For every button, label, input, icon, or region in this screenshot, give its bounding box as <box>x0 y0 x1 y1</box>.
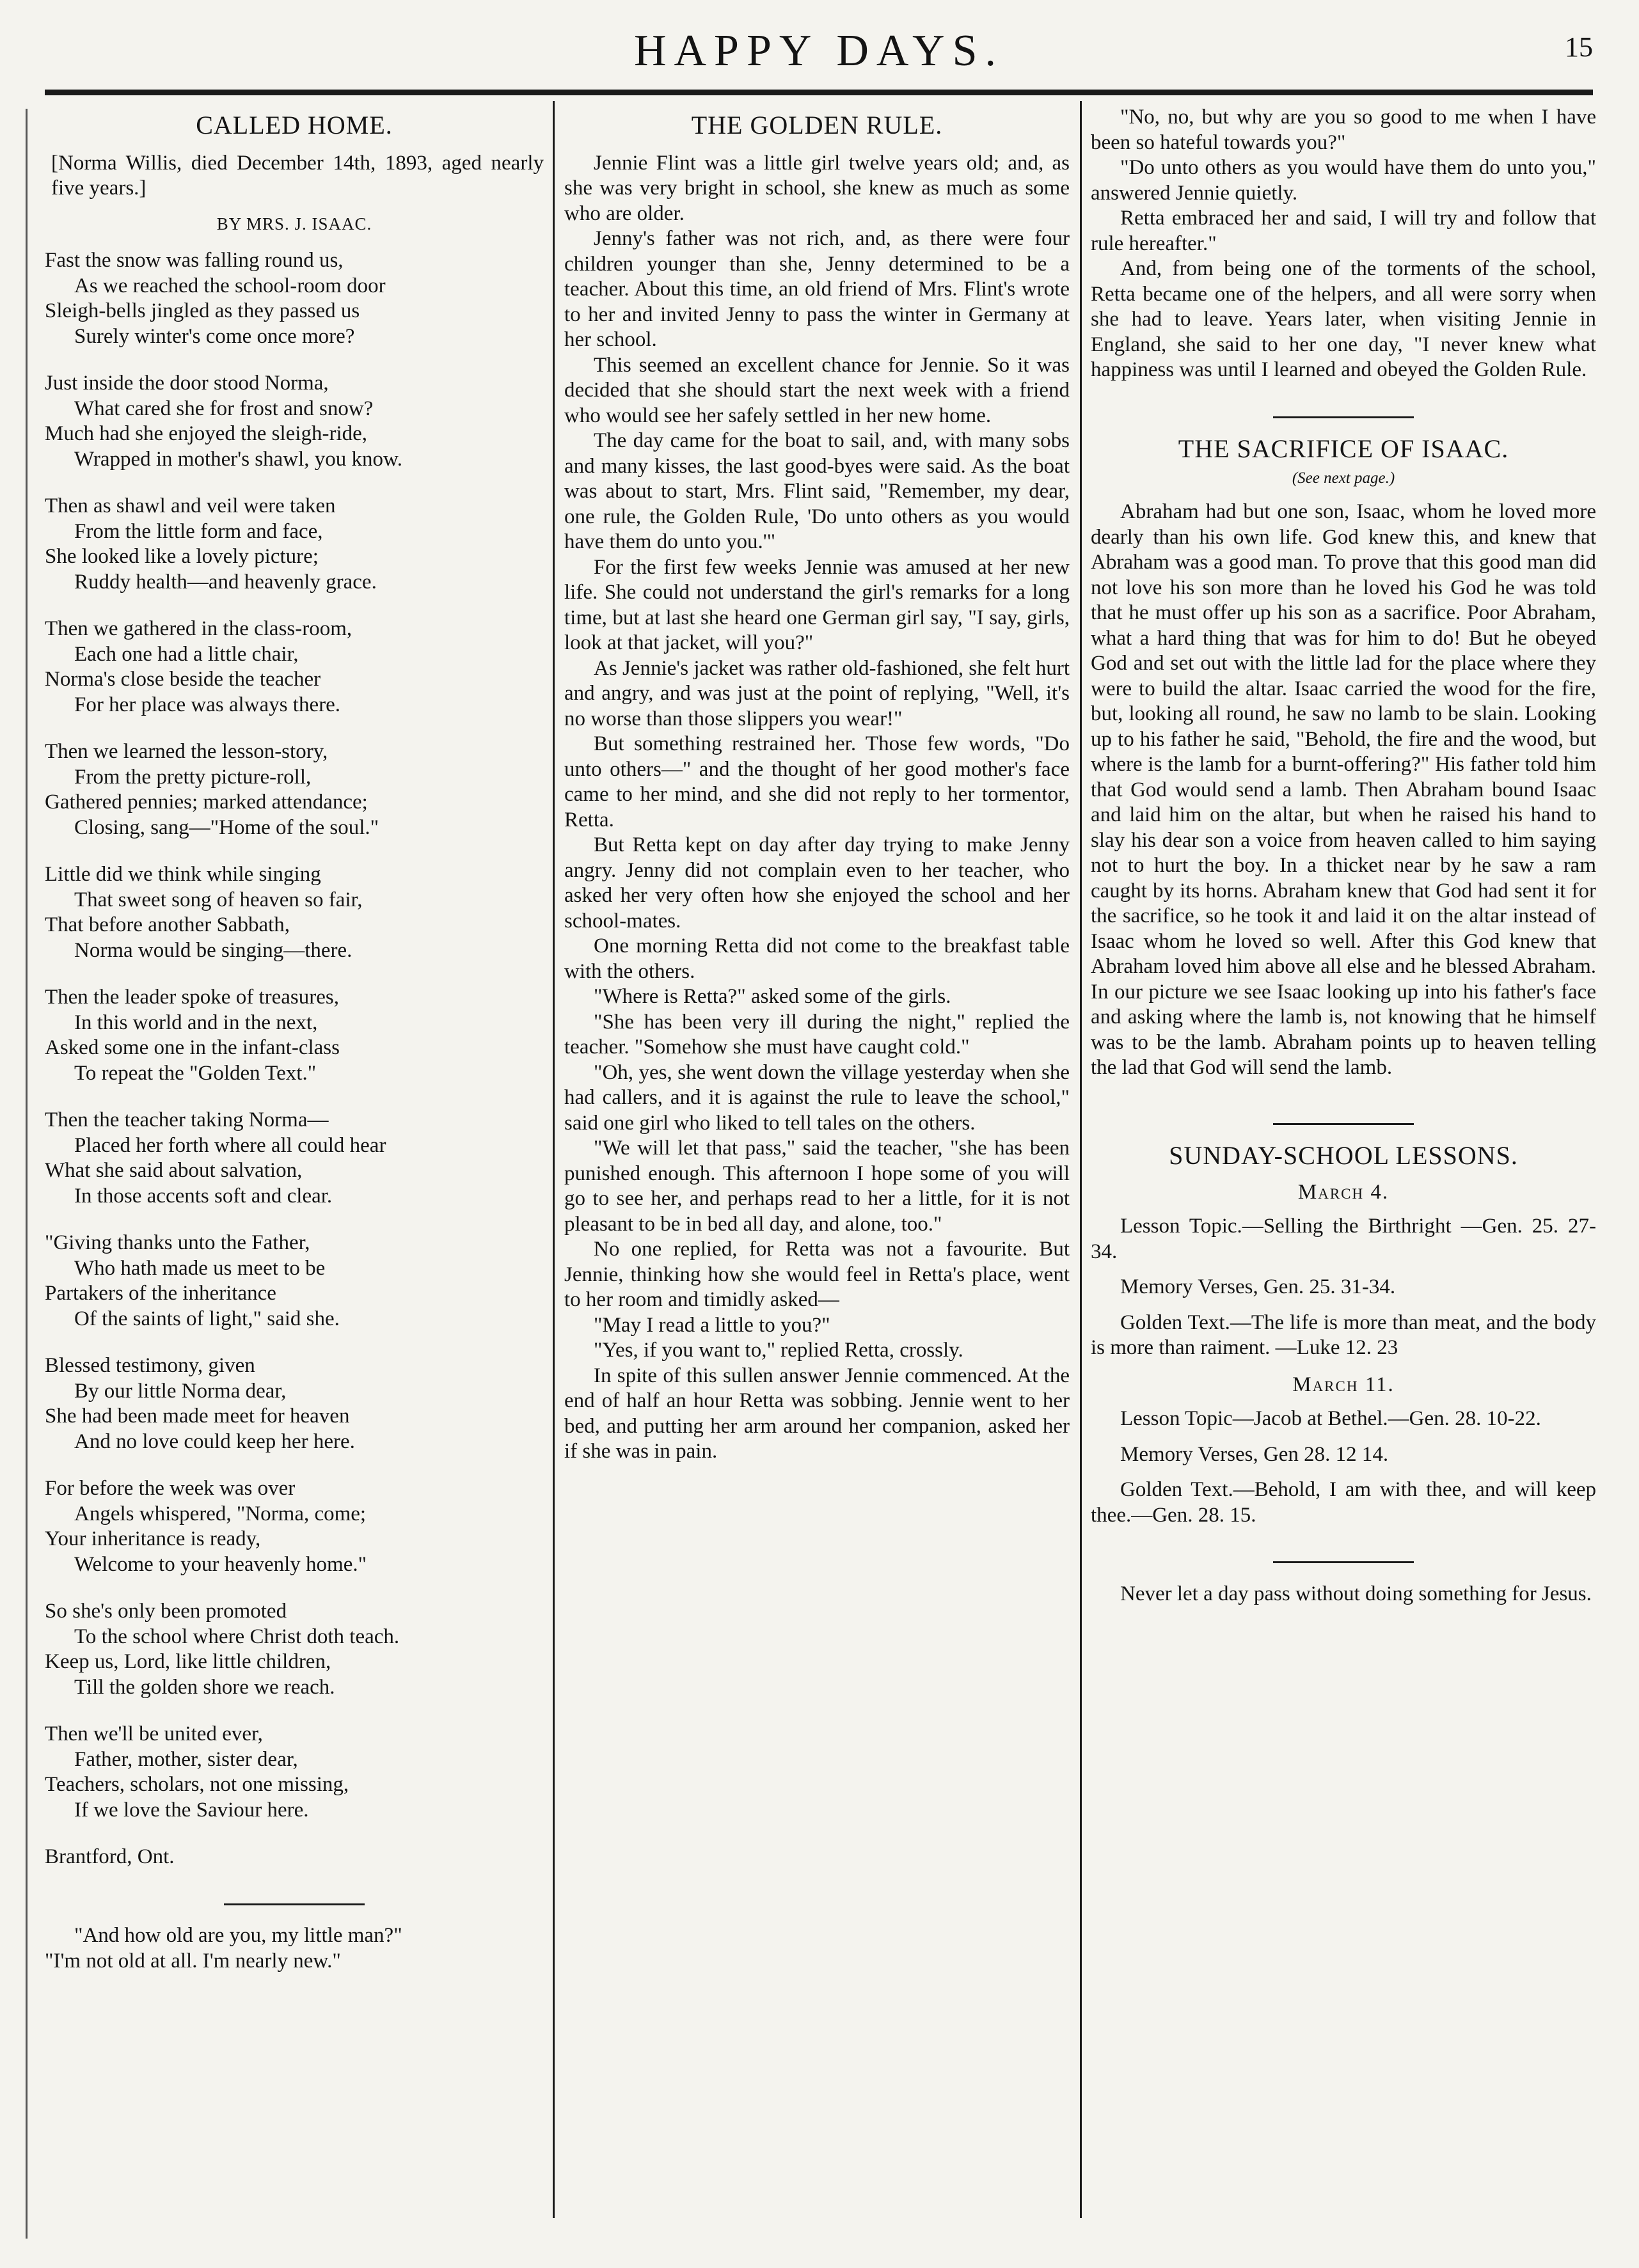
story-paragraph: "Oh, yes, she went down the village yesterday when she had callers, and it is against the rule to leave the school," said one girl who liked to tell tales on the others. <box>564 1060 1070 1135</box>
story-paragraph: And, from being one of the torments of the school, Retta became one of the helpers, and all were sorry when she had to leave. Years later, when visiting Jennie in England, she said to her one day, "I never knew what happiness was until I learned and obeyed the Golden Rule. <box>1091 257 1596 381</box>
poem-line: Keep us, Lord, like little children, <box>45 1650 331 1673</box>
masthead <box>45 26 1593 90</box>
poem-line: Father, mother, sister dear, <box>74 1747 298 1771</box>
lesson-golden: Golden Text.—The life is more than meat, and the body is more than raiment. —Luke 12. 23 <box>1091 1311 1596 1359</box>
poem-line: To repeat the "Golden Text." <box>74 1061 317 1085</box>
poem-stanza <box>45 371 544 472</box>
poem-stanza <box>45 617 544 718</box>
story-paragraph: As Jennie's jacket was rather old-fashioned, she felt hurt and angry, and was just at the point of replying, "Well, it's no worse than those slippers you wear!" <box>564 656 1070 730</box>
story-paragraph: In spite of this sullen answer Jennie commenced. At the end of half an hour Retta was sobbing. Jennie went to her bed, and putting her arm around her companion, asked her if she was in pain. <box>564 1364 1070 1463</box>
poem-stanza <box>45 1353 544 1454</box>
story-paragraph: For the first few weeks Jennie was amused at her new life. She could not understand the girl's remarks for a long time, but at last she heard one German girl say, "I say, girls, look at that jacket, will you?" <box>564 555 1070 654</box>
sacrifice-body: Abraham had but one son, Isaac, whom he loved more dearly than his own life. God knew this, and knew that Abraham was a good man. To prove that this good man did not love his son more than he loved his God he was told that he must offer up his son as a sacrifice. Poor Abraham, what a hard thing that was for him to do! But he obeyed God and set out with the little lad for the place where they were to build the altar. Isaac carried the wood for the fire, but, looking all round, he saw no lamb to be slain. Looking up to his father he said, "Behold, the fire and the wood, but where is the lamb for a burnt-offering?" His father told him that God would send a lamb. Then Abraham bound Isaac and laid him on the altar, but when he raised his hand to slay his dear son a voice from heaven called to him saying not to hurt the boy. In a thicket near by he saw a ram caught by its horns. Abraham knew that God had sent it for the sacrifice, so he took it and laid it on the altar instead of Isaac whom he loved so well. After this God knew that Abraham loved him above all else and he blessed Abraham. In our picture we see Isaac looking up into his father's face and asking where the lamb is, not knowing that he himself was to be the lamb. Abraham points up to heaven telling the lad that God will send the lamb. <box>1091 500 1596 1079</box>
poem-stanza <box>45 1231 544 1332</box>
story-paragraph: One morning Retta did not come to the breakfast table with the others. <box>564 934 1070 983</box>
poem-line: Angels whispered, "Norma, come; <box>74 1502 367 1525</box>
poem-line: Little did we think while singing <box>45 863 321 886</box>
poem-line: Then as shawl and veil were taken <box>45 494 336 517</box>
story-continued <box>1091 105 1596 383</box>
poem-line: Then the teacher taking Norma— <box>45 1108 329 1131</box>
lesson-topic: Lesson Topic—Jacob at Bethel.—Gen. 28. 10-22. <box>1120 1407 1541 1430</box>
poem-line: And no love could keep her here. <box>74 1429 355 1453</box>
lesson-memory: Memory Verses, Gen 28. 12 14. <box>1120 1442 1389 1466</box>
section-divider <box>1091 1106 1596 1132</box>
poem-byline: BY MRS. J. ISAAC. <box>216 214 372 233</box>
poem-line: Just inside the door stood Norma, <box>45 372 329 395</box>
poem-line: "Giving thanks unto the Father, <box>45 1231 310 1254</box>
column-divider-2 <box>1080 101 1082 2218</box>
story-paragraph: Jennie Flint was a little girl twelve years old; and, as she was very bright in school, she knew as much as some who are older. <box>564 151 1070 225</box>
story-heading: THE GOLDEN RULE. <box>691 111 943 139</box>
poem-line: She looked like a lovely picture; <box>45 545 319 568</box>
poem-stanza <box>45 1108 544 1209</box>
story-body <box>564 151 1070 1465</box>
poem-line: In those accents soft and clear. <box>74 1184 333 1208</box>
column-middle <box>564 101 1070 2231</box>
joke-line-2: "I'm not old at all. I'm nearly new." <box>45 1949 341 1973</box>
story-paragraph: "Yes, if you want to," replied Retta, crossly. <box>594 1339 963 1362</box>
poem-stanza <box>45 985 544 1086</box>
page-number: 15 <box>1565 31 1593 63</box>
poem-line: Each one had a little chair, <box>74 642 299 666</box>
poem-line: Who hath made us meet to be <box>74 1256 326 1280</box>
poem-line: Then we'll be united ever, <box>45 1722 263 1745</box>
lesson-date: March 11. <box>1292 1373 1395 1396</box>
poem-line: Norma would be singing—there. <box>74 938 352 962</box>
poem-dedication: [Norma Willis, died December 14th, 1893, aged nearly five years.] <box>51 151 544 200</box>
story-paragraph: Retta embraced her and said, I will try and follow that rule hereafter." <box>1091 207 1596 255</box>
poem-line: Norma's close beside the teacher <box>45 668 321 691</box>
poem-line: From the pretty picture-roll, <box>74 765 312 789</box>
publication-title: HAPPY DAYS. <box>633 26 1004 75</box>
poem-line: To the school where Christ doth teach. <box>74 1625 400 1648</box>
poem-line: What she said about salvation, <box>45 1159 303 1182</box>
poem-line: By our little Norma dear, <box>74 1379 287 1403</box>
story-paragraph: "Do unto others as you would have them do unto you," answered Jennie quietly. <box>1091 156 1596 205</box>
story-paragraph: Jenny's father was not rich, and, as there were four children younger than she, Jenny determined to be a teacher. About this time, an old friend of Mrs. Flint's wrote to her and invited Jenny to pass the winter in Germany at her school. <box>564 227 1070 351</box>
poem-line: In this world and in the next, <box>74 1011 318 1034</box>
column-right <box>1091 101 1596 2231</box>
poem-line: Ruddy health—and heavenly grace. <box>74 570 377 594</box>
section-divider <box>45 1887 544 1912</box>
poem-line: That sweet song of heaven so fair, <box>74 888 363 911</box>
poem-line: Then the leader spoke of treasures, <box>45 986 339 1009</box>
lesson-memory: Memory Verses, Gen. 25. 31-34. <box>1120 1275 1396 1298</box>
lesson-date: March 4. <box>1297 1180 1390 1204</box>
story-paragraph: No one replied, for Retta was not a favourite. But Jennie, thinking how she would feel in Retta's place, went to her room and timidly asked— <box>564 1238 1070 1311</box>
story-paragraph: But something restrained her. Those few words, "Do unto others—" and the thought of her good mother's face came to her mind, and she did not reply to her tormentor, Retta. <box>564 732 1070 831</box>
poem-line: From the little form and face, <box>74 519 323 543</box>
poem-line: Sleigh-bells jingled as they passed us <box>45 299 360 322</box>
poem-line: For before the week was over <box>45 1477 296 1500</box>
story-paragraph: "We will let that pass," said the teacher, "she has been punished enough. This afternoon I hope some of you will go to see her, and perhaps read to her a little, for it is not pleasant to be in bed all day, and alone, too." <box>564 1137 1070 1236</box>
header-rule <box>45 90 1593 95</box>
poem-line: Blessed testimony, given <box>45 1354 255 1377</box>
lessons-heading: SUNDAY-SCHOOL LESSONS. <box>1169 1141 1518 1170</box>
poem-line: Placed her forth where all could hear <box>74 1133 386 1157</box>
poem-line: Much had she enjoyed the sleigh-ride, <box>45 422 368 445</box>
poem-line: Welcome to your heavenly home." <box>74 1552 367 1576</box>
lesson-golden: Golden Text.—Behold, I am with thee, and will keep thee.—Gen. 28. 15. <box>1091 1478 1596 1527</box>
poem-stanza <box>45 1476 544 1577</box>
poem-line: Fast the snow was falling round us, <box>45 249 344 272</box>
poem-line: Till the golden shore we reach. <box>74 1675 335 1699</box>
poem-heading: CALLED HOME. <box>196 111 393 139</box>
poem-stanza <box>45 248 544 349</box>
poem-line: Partakers of the inheritance <box>45 1282 276 1305</box>
sacrifice-note: (See next page.) <box>1292 469 1395 487</box>
poem-line: Then we learned the lesson-story, <box>45 740 328 763</box>
poem-signature: Brantford, Ont. <box>45 1845 175 1868</box>
poem-stanza <box>45 1599 544 1700</box>
lessons-list <box>1091 1180 1596 1529</box>
poem-line: What cared she for frost and snow? <box>74 397 374 420</box>
column-divider-1 <box>553 101 555 2218</box>
poem-line: Wrapped in mother's shawl, you know. <box>74 447 402 471</box>
poem-line: Teachers, scholars, not one missing, <box>45 1773 349 1796</box>
story-paragraph: "She has been very ill during the night," replied the teacher. "Somehow she must have caught cold." <box>564 1010 1070 1059</box>
poem-line: For her place was always there. <box>74 693 340 716</box>
poem-stanza <box>45 739 544 840</box>
poem-line: As we reached the school-room door <box>74 274 386 297</box>
story-paragraph: "May I read a little to you?" <box>594 1313 830 1337</box>
poem-line: Your inheritance is ready, <box>45 1527 261 1550</box>
poem-line: Surely winter's come once more? <box>74 324 355 348</box>
story-paragraph: "Where is Retta?" asked some of the girls. <box>594 985 951 1008</box>
story-paragraph: But Retta kept on day after day trying to make Jenny angry. Jenny did not complain even to her teacher, who asked her very often how she enjoyed the school and her school-mates. <box>564 833 1070 933</box>
binding-edge <box>26 109 28 2239</box>
poem-stanza <box>45 1722 544 1823</box>
closing-motto: Never let a day pass without doing something for Jesus. <box>1120 1582 1592 1605</box>
sacrifice-heading: THE SACRIFICE OF ISAAC. <box>1178 434 1509 463</box>
story-paragraph: "No, no, but why are you so good to me when I have been so hateful towards you?" <box>1091 106 1596 154</box>
poem-stanza <box>45 862 544 963</box>
poem-line: So she's only been promoted <box>45 1600 287 1623</box>
poem-line: If we love the Saviour here. <box>74 1798 309 1822</box>
story-paragraph: This seemed an excellent chance for Jennie. So it was decided that she should start the next week with a friend who would see her safely settled in her new home. <box>564 353 1070 427</box>
poem-line: Asked some one in the infant-class <box>45 1036 340 1059</box>
section-divider <box>1091 400 1596 425</box>
joke-line-1: "And how old are you, my little man?" <box>74 1924 402 1947</box>
poem-line: That before another Sabbath, <box>45 913 290 936</box>
poem-line: Gathered pennies; marked attendance; <box>45 791 368 814</box>
lesson-topic: Lesson Topic.—Selling the Birthright —Gen. 25. 27-34. <box>1091 1215 1596 1263</box>
poem-line: Closing, sang—"Home of the soul." <box>74 815 379 839</box>
column-left <box>45 101 544 2231</box>
section-divider <box>1091 1545 1596 1570</box>
poem-body <box>45 248 544 1823</box>
poem-line: Of the saints of light," said she. <box>74 1307 340 1330</box>
story-paragraph: The day came for the boat to sail, and, with many sobs and many kisses, the last good-byes were said. As the boat was about to start, Mrs. Flint said, "Remember, my dear, one rule, the Golden Rule, 'Do unto others as you would have them do unto you.'" <box>564 429 1070 553</box>
poem-stanza <box>45 494 544 595</box>
poem-line: Then we gathered in the class-room, <box>45 617 352 640</box>
poem-line: She had been made meet for heaven <box>45 1405 350 1428</box>
